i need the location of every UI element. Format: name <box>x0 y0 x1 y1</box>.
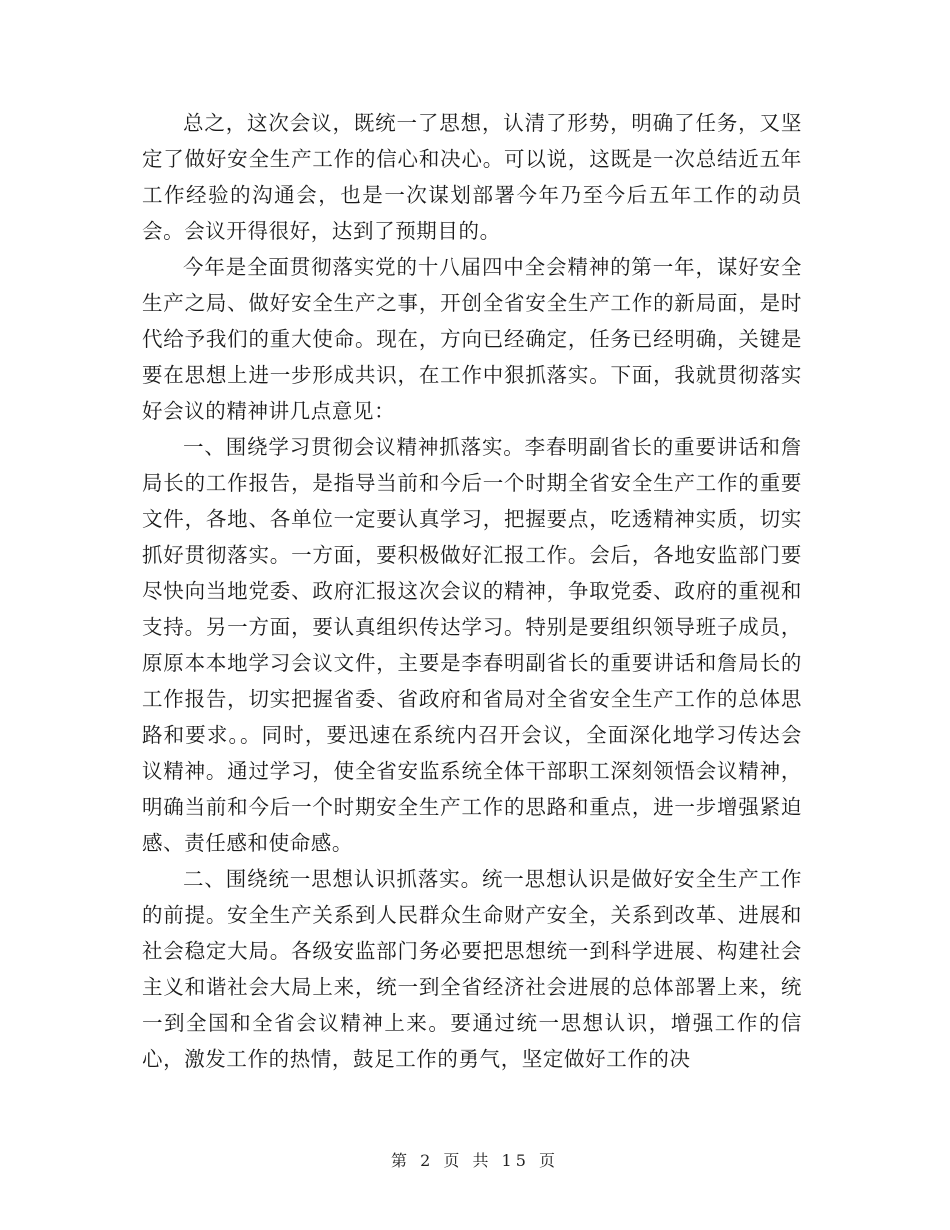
document-body <box>142 105 802 1077</box>
paragraph-point-one: 一、围绕学习贯彻会议精神抓落实。李春明副省长的重要讲话和詹局长的工作报告，是指导当前和今后一个时期全省安全生产工作的重要文件，各地、各单位一定要认真学习，把握要点，吃透精神实质，切实抓好贯彻落实。一方面，要积极做好汇报工作。会后，各地安监部门要尽快向当地党委、政府汇报这次会议的精神，争取党委、政府的重视和支持。另一方面，要认真组织传达学习。特别是要组织领导班子成员，原原本本地学习会议文件，主要是李春明副省长的重要讲话和詹局长的工作报告，切实把握省委、省政府和省局对全省安全生产工作的总体思路和要求。。同时，要迅速在系统内召开会议，全面深化地学习传达会议精神。通过学习，使全省安监系统全体干部职工深刻领悟会议精神，明确当前和今后一个时期安全生产工作的思路和重点，进一步增强紧迫感、责任感和使命感。 <box>142 435 802 855</box>
paragraph-intro: 今年是全面贯彻落实党的十八届四中全会精神的第一年，谋好安全生产之局、做好安全生产之事，开创全省安全生产工作的新局面，是时代给予我们的重大使命。现在，方向已经确定，任务已经明确，关键是要在思想上进一步形成共识，在工作中狠抓落实。下面，我就贯彻落实好会议的精神讲几点意见： <box>142 255 802 423</box>
page-number-footer: 第 2 页 共 15 页 <box>391 1151 559 1170</box>
paragraph-summary: 总之，这次会议，既统一了思想，认清了形势，明确了任务，又坚定了做好安全生产工作的信心和决心。可以说，这既是一次总结近五年工作经验的沟通会，也是一次谋划部署今年乃至今后五年工作的动员会。会议开得很好，达到了预期目的。 <box>142 111 802 243</box>
paragraph-point-two: 二、围绕统一思想认识抓落实。统一思想认识是做好安全生产工作的前提。安全生产关系到人民群众生命财产安全，关系到改革、进展和社会稳定大局。各级安监部门务必要把思想统一到科学进展、构建社会主义和谐社会大局上来，统一到全省经济社会进展的总体部署上来，统一到全国和全省会议精神上来。要通过统一思想认识，增强工作的信心，激发工作的热情，鼓足工作的勇气，坚定做好工作的决 <box>142 867 802 1071</box>
